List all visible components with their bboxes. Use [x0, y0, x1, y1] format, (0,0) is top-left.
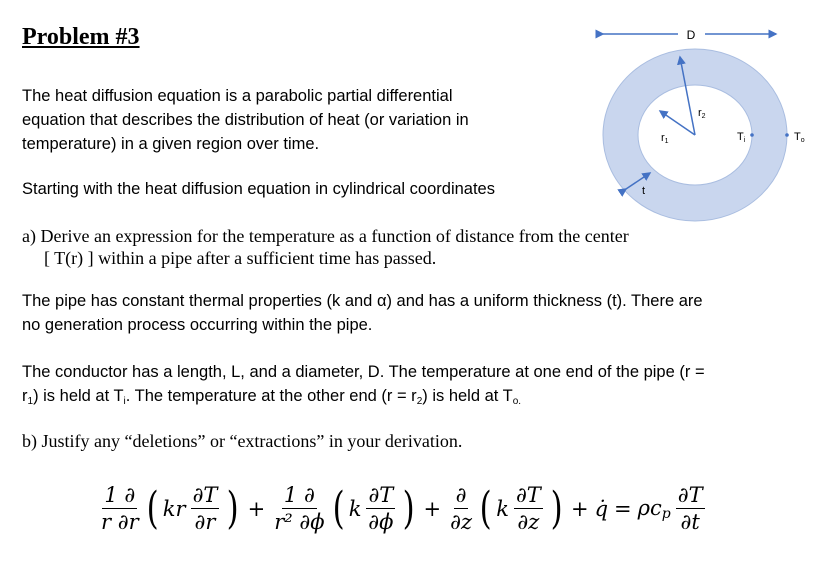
intro-line-3: temperature) in a given region over time.	[22, 135, 320, 153]
conductor-line-2: $r_1$) is held at $T_i$. The temperature at the other end $(r = r_2)$ is held at $T_{o.}$	[22, 387, 522, 407]
pipe-line-1: The pipe has constant thermal properties (k and α) and has a uniform thickness (t). There are	[22, 292, 703, 310]
ti-label: Ti	[737, 131, 746, 144]
intro-line-1: The heat diffusion equation is a parabolic partial differential	[22, 87, 453, 105]
to-point	[785, 133, 789, 137]
intro-line-2: equation that describes the distribution of heat (or variation in	[22, 111, 469, 129]
r2-label: r2	[698, 107, 706, 120]
problem-title: Problem #3	[22, 24, 140, 50]
heat-diffusion-equation: $\frac{1 \partial}{r \partial r}$ ( kr $\frac{\partial T}{\partial r}$ ) + $\frac{1 \partial}{\text{r² ∂ϕ}}$ ( k $\frac{\partial T}{\partial\phi}$ ) + $\frac{\partial}{\partial z}$ ( k $\frac{\partial T}{\partial z}$ ) + q̇ = $\rho c_p$ $\frac{\partial T}{\partial t}$	[101, 483, 703, 534]
r1-label: r1	[661, 132, 669, 145]
diameter-label: D	[686, 28, 696, 42]
pipe-line-2: no generation process occurring within the pipe.	[22, 316, 373, 334]
fraction-dT-dt: $\frac{\partial T}{\partial t}$	[677, 483, 703, 534]
conductor-line-1: The conductor has a length, L, and a diameter, D. The temperature at one end of the pipe (r =	[22, 363, 705, 381]
part-a-line-1: a) Derive an expression for the temperature as a function of distance from the center	[22, 226, 629, 246]
fraction-dT-dz: $\frac{\partial T}{\partial z}$	[515, 483, 541, 534]
ti-point	[750, 133, 754, 137]
starting-text: Starting with the heat diffusion equation in cylindrical coordinates	[22, 180, 495, 198]
thickness-label: t	[642, 185, 646, 197]
fraction-dT-dphi: $\frac{\partial T}{\partial\phi}$	[368, 483, 394, 534]
part-b-text: b) Justify any “deletions” or “extractions” in your derivation.	[22, 431, 463, 451]
fraction-1-over-r2-dphi: $\frac{1 \partial}{\text{r² ∂ϕ}}$	[274, 483, 325, 534]
to-label: To	[794, 131, 805, 144]
fraction-dT-dr: $\frac{\partial T}{\partial r}$	[192, 483, 218, 534]
part-a-line-2: [ T(r) ] within a pipe after a sufficient time has passed.	[44, 248, 437, 268]
pipe-cross-section-diagram	[580, 10, 820, 230]
fraction-1-over-r-dr: $\frac{1 \partial}{r \partial r}$	[101, 483, 139, 534]
r1-arrow	[660, 111, 695, 135]
fraction-d-dz: $\frac{\partial}{\partial z}$	[450, 483, 473, 534]
